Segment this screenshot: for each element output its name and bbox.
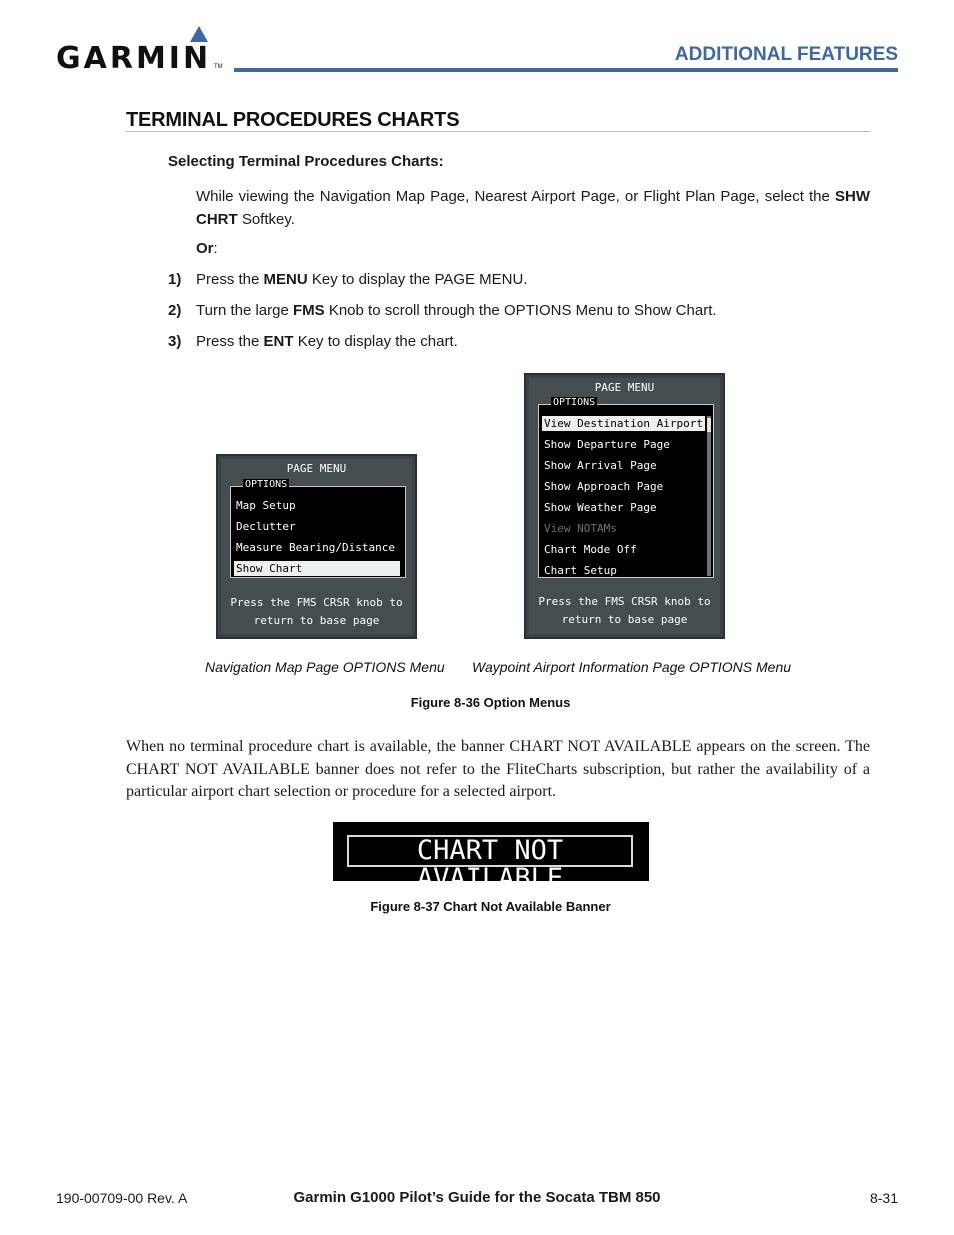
or-text: Or (196, 240, 214, 257)
intro-text-after: Softkey. (237, 211, 295, 228)
scrollbar-thumb[interactable] (707, 418, 711, 432)
step-key: MENU (263, 271, 308, 288)
step-text-after: Key to display the PAGE MENU. (307, 271, 528, 288)
step-3 (168, 333, 458, 350)
menu-item-view-notams: View NOTAMs (544, 522, 617, 535)
menu-item-declutter[interactable]: Declutter (236, 520, 296, 533)
logo-text: GARMIN (56, 41, 212, 76)
section-rule (126, 131, 870, 132)
step-number: 3) (168, 333, 182, 350)
menu-item-show-chart[interactable]: Show Chart (234, 561, 400, 576)
logo-triangle-icon (190, 26, 208, 42)
step-text-before: Press the (196, 271, 264, 288)
options-box (538, 397, 714, 578)
chart-not-available-banner (333, 822, 649, 894)
scrollbar-track[interactable] (707, 416, 711, 576)
step-number: 2) (168, 302, 182, 319)
menu-item-show-approach-page[interactable]: Show Approach Page (544, 480, 664, 493)
nav-map-options-menu (216, 454, 417, 639)
menu-title: PAGE MENU (286, 462, 347, 475)
step-key: FMS (293, 302, 325, 319)
menu-item-map-setup[interactable]: Map Setup (236, 499, 296, 512)
step-text-before: Turn the large (196, 302, 293, 319)
or-colon: : (213, 240, 218, 257)
subheading: Selecting Terminal Procedures Charts: (168, 153, 444, 170)
waypoint-airport-options-menu (524, 373, 725, 639)
options-label: OPTIONS (245, 479, 288, 490)
intro-softkey: SHW CHRT (196, 188, 870, 228)
garmin-logo (56, 26, 226, 74)
menu-item-measure-bearing[interactable]: Measure Bearing/Distance (236, 541, 395, 554)
banner-text: CHART NOT AVAILABLE (347, 835, 633, 867)
hint-line-1: Press the FMS CRSR knob to (538, 595, 711, 608)
header-section-title: ADDITIONAL FEATURES (674, 44, 898, 65)
options-label: OPTIONS (553, 397, 596, 408)
menu-title: PAGE MENU (594, 381, 655, 394)
figure-36-caption: Figure 8-36 Option Menus (410, 695, 571, 710)
menu-item-show-weather-page[interactable]: Show Weather Page (544, 501, 657, 514)
hint-line-2: return to base page (561, 613, 688, 626)
right-menu-caption: Waypoint Airport Information Page OPTIONS Menu (472, 659, 792, 675)
intro-paragraph (196, 185, 870, 231)
body-paragraph: When no terminal procedure chart is available, the banner CHART NOT AVAILABLE appears on the screen. The CHART NOT AVAILABLE banner does not refer to the FliteCharts subscription, but rather the availability of a particular airport chart selection or procedure for a selected airport. (126, 738, 870, 800)
options-box (230, 479, 406, 578)
left-menu-caption: Navigation Map Page OPTIONS Menu (205, 659, 445, 675)
hint-line-1: Press the FMS CRSR knob to (230, 596, 403, 609)
section-title: TERMINAL PROCEDURES CHARTS (126, 109, 460, 131)
intro-text-before: While viewing the Navigation Map Page, Nearest Airport Page, or Flight Plan Page, select the (196, 188, 835, 205)
menu-item-show-arrival-page[interactable]: Show Arrival Page (544, 459, 657, 472)
step-text-after: Key to display the chart. (293, 333, 458, 350)
figure-37-caption: Figure 8-37 Chart Not Available Banner (370, 899, 611, 914)
footer-page-number: 8-31 (869, 1190, 898, 1206)
header-rule (234, 68, 898, 72)
footer-guide-title: Garmin G1000 Pilot’s Guide for the Socata TBM 850 (293, 1189, 661, 1206)
menu-item-chart-mode-off[interactable]: Chart Mode Off (544, 543, 637, 556)
step-number: 1) (168, 271, 182, 288)
step-text-after: Knob to scroll through the OPTIONS Menu to Show Chart. (324, 302, 717, 319)
or-label (196, 240, 218, 257)
step-2 (168, 302, 717, 319)
hint-line-2: return to base page (253, 614, 380, 627)
step-key: ENT (263, 333, 294, 350)
step-text-before: Press the (196, 333, 264, 350)
menu-item-view-destination-airport[interactable]: View Destination Airport (542, 416, 705, 431)
menu-item-show-departure-page[interactable]: Show Departure Page (544, 438, 670, 451)
step-1 (168, 271, 528, 288)
footer-part-number: 190-00709-00 Rev. A (56, 1190, 188, 1206)
logo-trademark: TM (214, 64, 223, 70)
menu-item-chart-setup[interactable]: Chart Setup (544, 564, 617, 577)
